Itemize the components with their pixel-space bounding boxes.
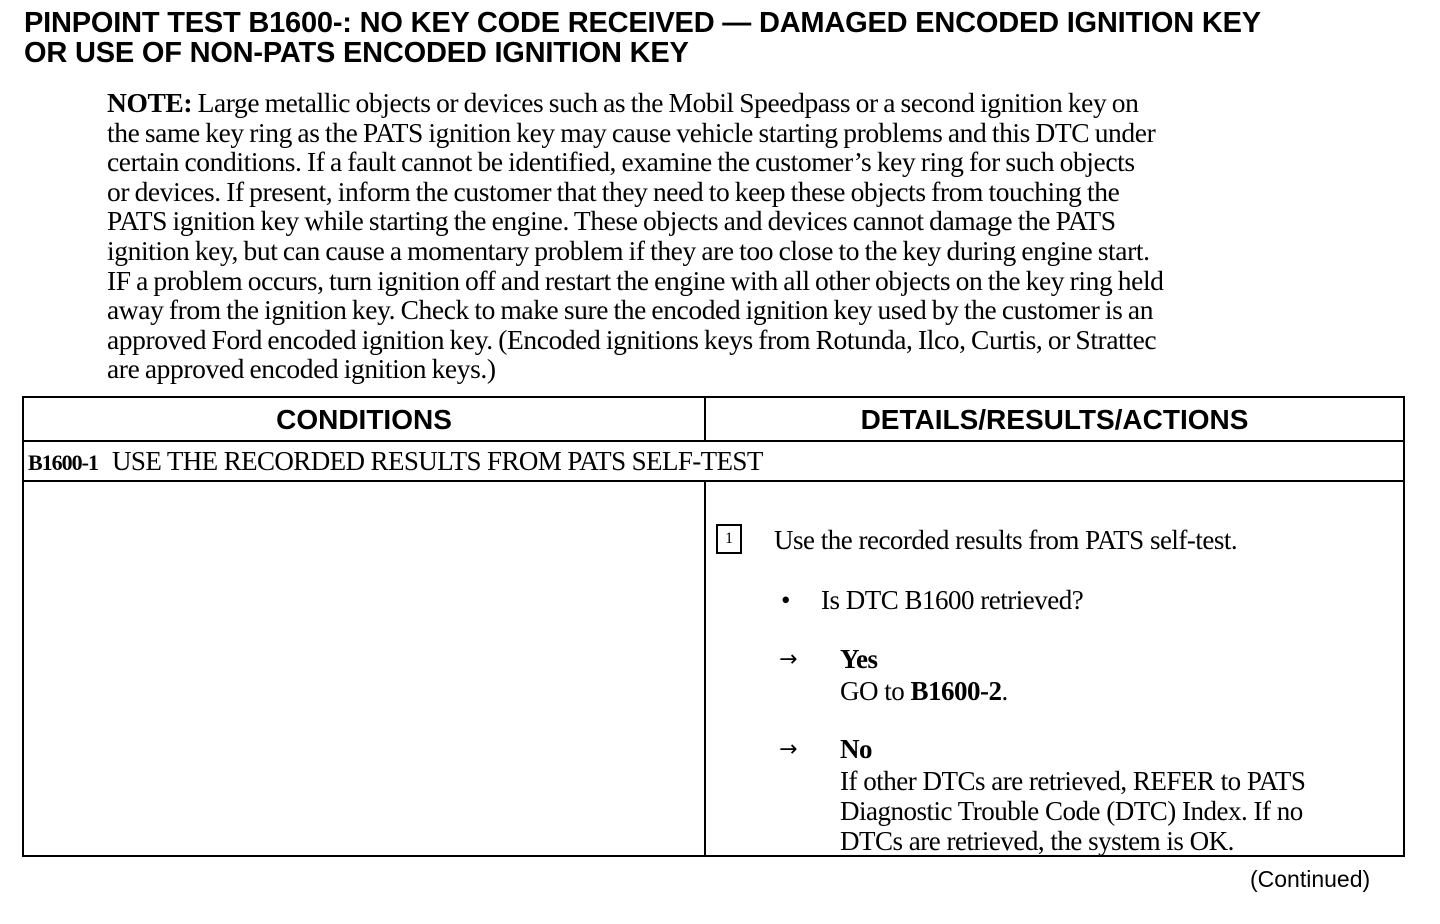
- note-line-2: the same key ring as the PATS ignition key may cause vehicle starting problems and this DTC under: [107, 116, 1156, 148]
- step-id: B1600-1: [28, 450, 98, 475]
- step-title: USE THE RECORDED RESULTS FROM PATS SELF-TEST: [112, 446, 763, 476]
- note-line-8: away from the ignition key. Check to make sure the encoded ignition key used by the customer is an: [107, 294, 1154, 326]
- step-title-row: [28, 442, 763, 480]
- note-line-1: NOTE: Large metallic objects or devices such as the Mobil Speedpass or a second ignition key on: [107, 87, 1139, 118]
- conditions-cell: [24, 482, 704, 855]
- step-number-box: 1: [716, 524, 742, 554]
- note-line-10: are approved encoded ignition keys.): [107, 353, 496, 385]
- step-instruction: Use the recorded results from PATS self-test.: [774, 525, 1238, 555]
- note-line-7: IF a problem occurs, turn ignition off and restart the engine with all other objects on the key ring held: [107, 264, 1164, 296]
- no-action-line-1: If other DTCs are retrieved, REFER to PATS: [840, 766, 1306, 796]
- title-line-2: OR USE OF NON-PATS ENCODED IGNITION KEY: [24, 37, 689, 69]
- note-label: NOTE:: [107, 87, 193, 118]
- note-paragraph: [107, 88, 1347, 384]
- no-action-line-3: DTCs are retrieved, the system is OK.: [840, 826, 1234, 856]
- bullet-icon: •: [781, 585, 790, 615]
- no-action: [840, 766, 1400, 856]
- yes-action: GO to B1600-2.: [840, 676, 1008, 706]
- note-line-5: PATS ignition key while starting the engine. These objects and devices cannot damage the PATS: [107, 205, 1116, 237]
- column-divider-header: [704, 398, 706, 442]
- page-title: [24, 8, 1424, 68]
- question-text: Is DTC B1600 retrieved?: [821, 585, 1084, 615]
- note-line-4: or devices. If present, inform the customer that they need to keep these objects from touching the: [107, 175, 1120, 207]
- header-conditions: CONDITIONS: [276, 404, 452, 435]
- no-arrow-icon: →: [779, 737, 798, 762]
- yes-action-ref: B1600-2: [910, 676, 1002, 706]
- note-line-3: certain conditions. If a fault cannot be identified, examine the customer’s key ring for such objects: [107, 146, 1135, 178]
- yes-label: Yes: [840, 644, 878, 674]
- yes-arrow-icon: →: [779, 647, 798, 672]
- note-line-9: approved Ford encoded ignition key. (Encoded ignitions keys from Rotunda, Ilco, Curtis, or Strattec: [107, 323, 1157, 355]
- title-line-1: PINPOINT TEST B1600-: NO KEY CODE RECEIVED — DAMAGED ENCODED IGNITION KEY: [24, 7, 1261, 39]
- no-label: No: [840, 734, 872, 764]
- note-line-6: ignition key, but can cause a momentary problem if they are too close to the key during engine start.: [107, 234, 1150, 266]
- header-details: DETAILS/RESULTS/ACTIONS: [860, 404, 1249, 435]
- column-divider-body: [704, 482, 706, 855]
- continued-label: (Continued): [1250, 866, 1371, 892]
- no-action-line-2: Diagnostic Trouble Code (DTC) Index. If no: [840, 796, 1303, 826]
